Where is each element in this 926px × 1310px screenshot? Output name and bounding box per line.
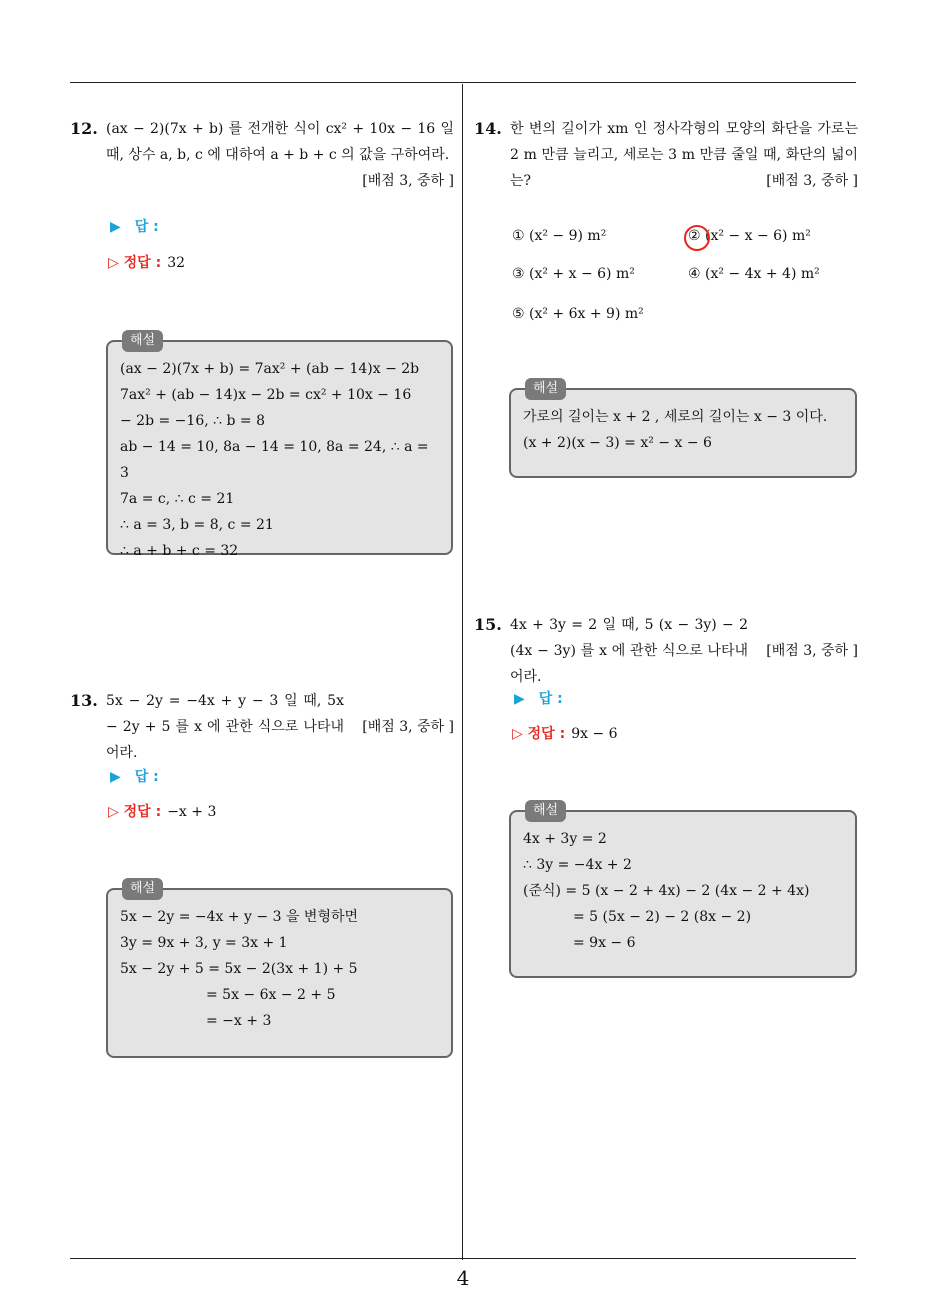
triangle-outline-icon: ▷ [512, 726, 523, 742]
answer-line: ▶ 답 : [110, 219, 159, 235]
solution-box [106, 333, 453, 559]
triangle-outline-icon: ▷ [108, 804, 119, 820]
solution-line: 7ax² + (ab − 14)x − 2b = cx² + 10x − 16 [120, 387, 412, 403]
choice-4[interactable]: ④ (x² − 4x + 4) m² [688, 266, 820, 282]
problem-meta: [배점 3, 중하 ] [362, 719, 454, 735]
solution-line: − 2b = −16, ∴ b = 8 [120, 413, 265, 429]
problem-text: (ax − 2)(7x + b) 를 전개한 식이 cx² + 10x − 16 일 때, 상수 a, b, c 에 대하여 a + b + c 의 값을 구하여라. [106, 121, 454, 163]
solution-box [509, 381, 857, 478]
problem-meta: [배점 3, 중하 ] [362, 173, 454, 189]
correct-answer-value: −x + 3 [167, 804, 217, 820]
solution-line: ∴ a = 3, b = 8, c = 21 [120, 517, 274, 533]
problem-13 [70, 688, 454, 766]
solution-line: 3y = 9x + 3, y = 3x + 1 [120, 935, 288, 951]
solution-tag: 해설 [525, 800, 566, 822]
solution-line: ∴ 3y = −4x + 2 [523, 857, 632, 873]
problem-15 [474, 612, 858, 690]
play-icon: ▶ [514, 691, 525, 707]
correct-answer-value: 32 [167, 255, 186, 271]
page-number: 4 [456, 1266, 470, 1290]
correct-answer: ▷ 정답 : 9x − 6 [512, 726, 618, 742]
problem-12 [70, 116, 454, 194]
solution-line: 4x + 3y = 2 [523, 831, 607, 847]
problem-number: 13. [70, 691, 98, 710]
solution-line: 5x − 2y + 5 = 5x − 2(3x + 1) + 5 [120, 961, 358, 977]
answer-line: ▶ 답 : [110, 769, 159, 785]
problem-14 [474, 116, 858, 194]
problem-number: 15. [474, 615, 502, 634]
solution-line: = 5x − 6x − 2 + 5 [206, 987, 336, 1003]
solution-line: 7a = c, ∴ c = 21 [120, 491, 235, 507]
play-icon: ▶ [110, 769, 121, 785]
problem-meta: [배점 3, 중하 ] [766, 173, 858, 189]
solution-line: 가로의 길이는 x + 2 , 세로의 길이는 x − 3 이다. [523, 409, 828, 425]
choice-3[interactable]: ③ (x² + x − 6) m² [512, 266, 635, 282]
solution-line: = 9x − 6 [573, 935, 636, 951]
play-icon: ▶ [110, 219, 121, 235]
solution-line: ab − 14 = 10, 8a − 14 = 10, 8a = 24, ∴ a = 3 [120, 439, 429, 481]
correct-answer: ▷ 정답 : −x + 3 [108, 804, 217, 820]
solution-tag: 해설 [122, 878, 163, 900]
solution-box [509, 803, 857, 978]
bottom-rule [70, 1258, 856, 1259]
triangle-outline-icon: ▷ [108, 255, 119, 271]
solution-box [106, 881, 453, 1058]
problem-meta: [배점 3, 중하 ] [766, 643, 858, 659]
solution-line: = 5 (5x − 2) − 2 (8x − 2) [573, 909, 752, 925]
problem-number: 12. [70, 119, 98, 138]
correct-answer-value: 9x − 6 [571, 726, 618, 742]
solution-line: 5x − 2y = −4x + y − 3 을 변형하면 [120, 909, 359, 925]
solution-line: (준식) = 5 (x − 2 + 4x) − 2 (4x − 2 + 4x) [523, 883, 810, 899]
solution-line: (x + 2)(x − 3) = x² − x − 6 [523, 435, 712, 451]
answer-line: ▶ 답 : [514, 691, 563, 707]
problem-text: 한 변의 길이가 xm 인 정사각형의 모양의 화단을 가로는 2 m 만큼 늘리고, 세로는 3 m 만큼 줄일 때, 화단의 넓이는? [510, 121, 858, 189]
solution-line: = −x + 3 [206, 1013, 272, 1029]
choice-2[interactable]: ② (x² − x − 6) m² [688, 228, 811, 244]
choice-5[interactable]: ⑤ (x² + 6x + 9) m² [512, 306, 644, 322]
problem-number: 14. [474, 119, 502, 138]
selected-circle-mark [684, 225, 710, 251]
problem-text: 4x + 3y = 2 일 때, 5 (x − 3y) − 2 (4x − 3y) 를 x 에 관한 식으로 나타내어라. [510, 617, 748, 685]
choice-1[interactable]: ① (x² − 9) m² [512, 228, 607, 244]
column-divider [462, 84, 463, 1260]
solution-tag: 해설 [122, 330, 163, 352]
solution-line: ∴ a + b + c = 32 [120, 543, 239, 559]
top-rule [70, 82, 856, 83]
solution-tag: 해설 [525, 378, 566, 400]
solution-line: (ax − 2)(7x + b) = 7ax² + (ab − 14)x − 2b [120, 361, 420, 377]
problem-text: 5x − 2y = −4x + y − 3 일 때, 5x − 2y + 5 를 x 에 관한 식으로 나타내어라. [106, 693, 344, 761]
correct-answer: ▷ 정답 : 32 [108, 255, 186, 271]
